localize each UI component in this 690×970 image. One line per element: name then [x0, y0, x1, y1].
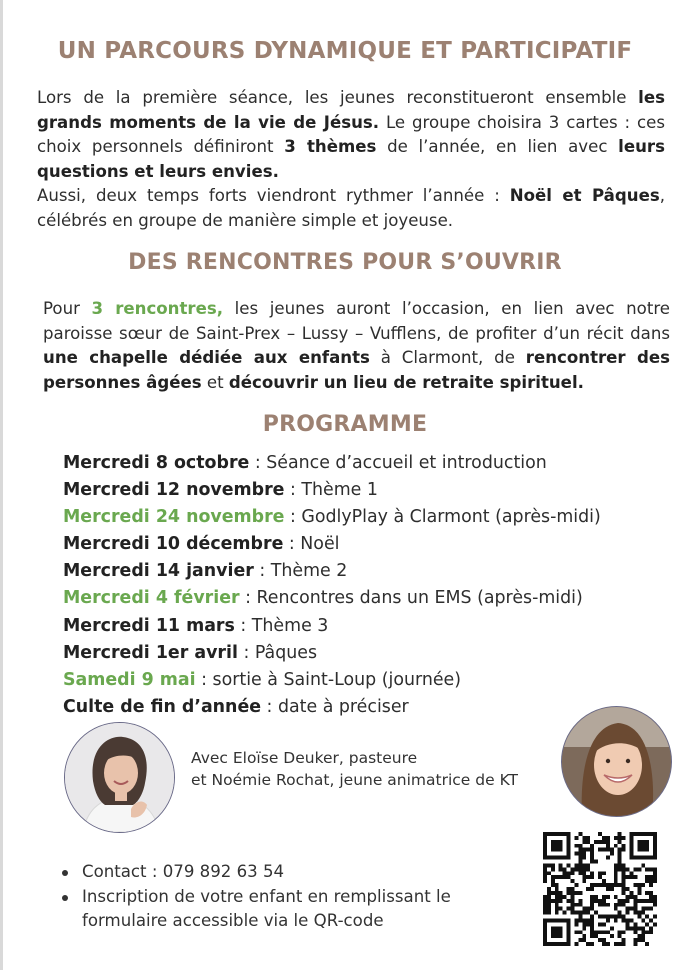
text: Lors de la première séance, les jeunes reconstitueront ensemble: [37, 88, 639, 107]
contact-text: Contact : 079 892 63 54: [82, 862, 285, 881]
programme-date: Mercredi 24 novembre: [63, 507, 285, 528]
programme-item: [63, 585, 683, 612]
text: , célébrés en groupe de manière simple et joyeuse.: [37, 186, 665, 230]
portrait-image: [562, 707, 671, 816]
programme-date: Mercredi 10 décembre: [63, 534, 284, 555]
text: et: [201, 372, 229, 392]
section-title-rencontres: DES RENCONTRES POUR S’OUVRIR: [128, 250, 562, 275]
signup-text: Inscription de votre enfant en remplissant le formulaire accessible via le QR-code: [82, 886, 451, 930]
programme-item: [63, 504, 683, 531]
programme-item: [63, 477, 683, 504]
team-line-2: et Noémie Rochat, jeune animatrice de KT: [191, 771, 519, 789]
programme-item: [63, 558, 683, 585]
qr-code-icon[interactable]: [543, 832, 657, 946]
programme-item: [63, 640, 683, 667]
programme-text: : GodlyPlay à Clarmont (après-midi): [284, 507, 601, 528]
list-item: [60, 860, 520, 885]
info-list: [60, 860, 520, 934]
programme-date: Mercredi 11 mars: [63, 615, 235, 636]
programme-item: [63, 667, 683, 694]
portrait-image: [65, 723, 174, 832]
programme-item: [63, 531, 683, 558]
text: Le groupe choisira 3 cartes : ces choix personnels définiront: [37, 112, 665, 156]
team-credits: [191, 747, 518, 791]
programme-text: : Séance d’accueil et introduction: [249, 453, 547, 473]
section-title-programme: PROGRAMME: [262, 412, 428, 437]
avatar-animator: [561, 706, 672, 817]
programme-item: [63, 450, 683, 477]
bold-text: Noël et Pâques: [509, 186, 660, 205]
bold-text: les grands moments de la vie de Jésus.: [37, 88, 665, 132]
avatar-pastor: [64, 722, 175, 833]
programme-text: : Thème 1: [284, 480, 378, 501]
programme-list: [63, 450, 683, 721]
programme-item: [63, 613, 683, 640]
programme-date: Mercredi 8 octobre: [63, 453, 250, 473]
programme-text: : Thème 3: [234, 615, 329, 636]
bold-text: leurs questions et leurs envies.: [37, 137, 665, 181]
programme-text: : date à préciser: [261, 696, 409, 717]
bold-text: 3 thèmes: [284, 137, 377, 156]
programme-text: : Rencontres dans un EMS (après-midi): [239, 588, 583, 609]
text: les jeunes auront l’occasion, en lien avec notre paroisse sœur de Saint-Prex – Lussy – Vufflens, de profiter d’un récit dans: [43, 299, 670, 343]
programme-date: Mercredi 1er avril: [63, 642, 238, 663]
text: Pour: [43, 299, 92, 318]
text: de l’année, en lien avec: [376, 137, 619, 156]
programme-text: : Pâques: [237, 642, 318, 663]
text: Aussi, deux temps forts viendront rythmer l’année :: [37, 186, 510, 205]
bullet-icon: [62, 895, 68, 901]
paragraph-rencontres: [43, 297, 670, 395]
text: à Clarmont, de: [369, 348, 526, 367]
programme-text: : Noël: [283, 534, 340, 555]
bold-text: découvrir un lieu de retraite spirituel.: [228, 372, 584, 392]
page-edge: [0, 0, 3, 970]
programme-date: Samedi 9 mai: [63, 669, 196, 690]
programme-date: Mercredi 14 janvier: [63, 561, 254, 582]
bold-text: une chapelle dédiée aux enfants: [43, 348, 370, 367]
programme-date: Mercredi 4 février: [63, 588, 240, 609]
team-line-1: Avec Eloïse Deuker, pasteure: [191, 749, 418, 767]
bold-text: rencontrer des personnes âgées: [43, 348, 670, 392]
programme-date: Mercredi 12 novembre: [63, 480, 285, 501]
section-title-parcours: UN PARCOURS DYNAMIQUE ET PARTICIPATIF: [57, 38, 633, 64]
paragraph-parcours: [37, 86, 665, 233]
programme-text: : sortie à Saint-Loup (journée): [195, 669, 462, 690]
programme-date: Culte de fin d’année: [63, 696, 262, 717]
highlight-text: 3 rencontres,: [91, 299, 224, 318]
programme-text: : Thème 2: [253, 561, 348, 582]
bullet-icon: [62, 870, 68, 876]
list-item: [60, 885, 520, 934]
